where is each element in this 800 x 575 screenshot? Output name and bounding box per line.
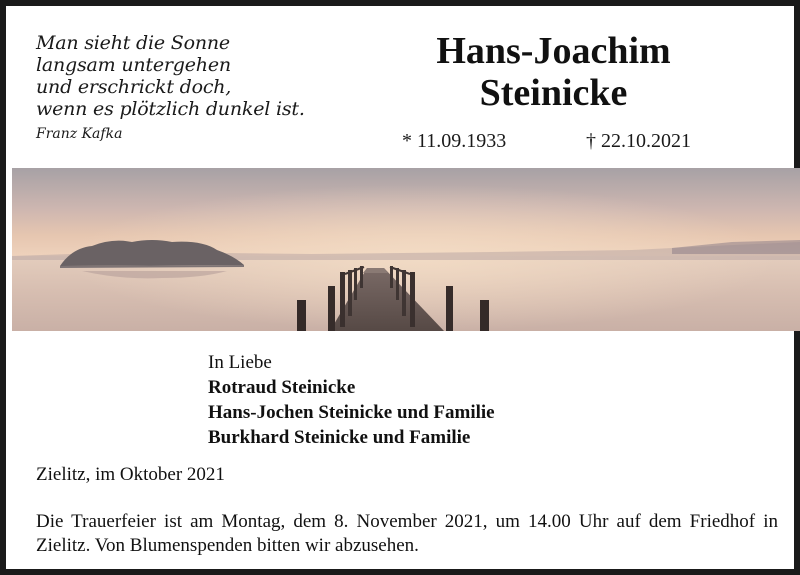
kafka-quote: [36, 32, 366, 142]
death-date: † 22.10.2021: [586, 130, 691, 152]
funeral-notice: Die Trauerfeier ist am Montag, dem 8. November 2021, um 14.00 Uhr auf dem Friedhof in Zielitz. Von Blumenspenden bitten wir abzusehen.: [36, 511, 778, 556]
mourners-block: [208, 350, 495, 450]
deceased-first-name: Hans-Joachim: [436, 30, 671, 72]
mourner-name: Hans-Jochen Steinicke und Familie: [208, 402, 495, 423]
lake-jetty-image: [12, 168, 800, 331]
mourner-name: Rotraud Steinicke: [208, 377, 356, 398]
deceased-name: [386, 30, 721, 114]
deceased-last-name: Steinicke: [479, 72, 628, 114]
quote-line: wenn es plötzlich dunkel ist.: [36, 98, 305, 120]
mourners-intro: In Liebe: [208, 352, 272, 373]
quote-line: Man sieht die Sonne: [36, 32, 230, 54]
quote-line: langsam untergehen: [36, 54, 231, 76]
quote-author: Franz Kafka: [36, 126, 123, 142]
quote-line: und erschrickt doch,: [36, 76, 232, 98]
birth-date: * 11.09.1933: [402, 130, 507, 152]
lake-jetty-photo: [12, 168, 800, 331]
mourner-name: Burkhard Steinicke und Familie: [208, 427, 471, 448]
place-and-date: Zielitz, im Oktober 2021: [36, 464, 225, 485]
